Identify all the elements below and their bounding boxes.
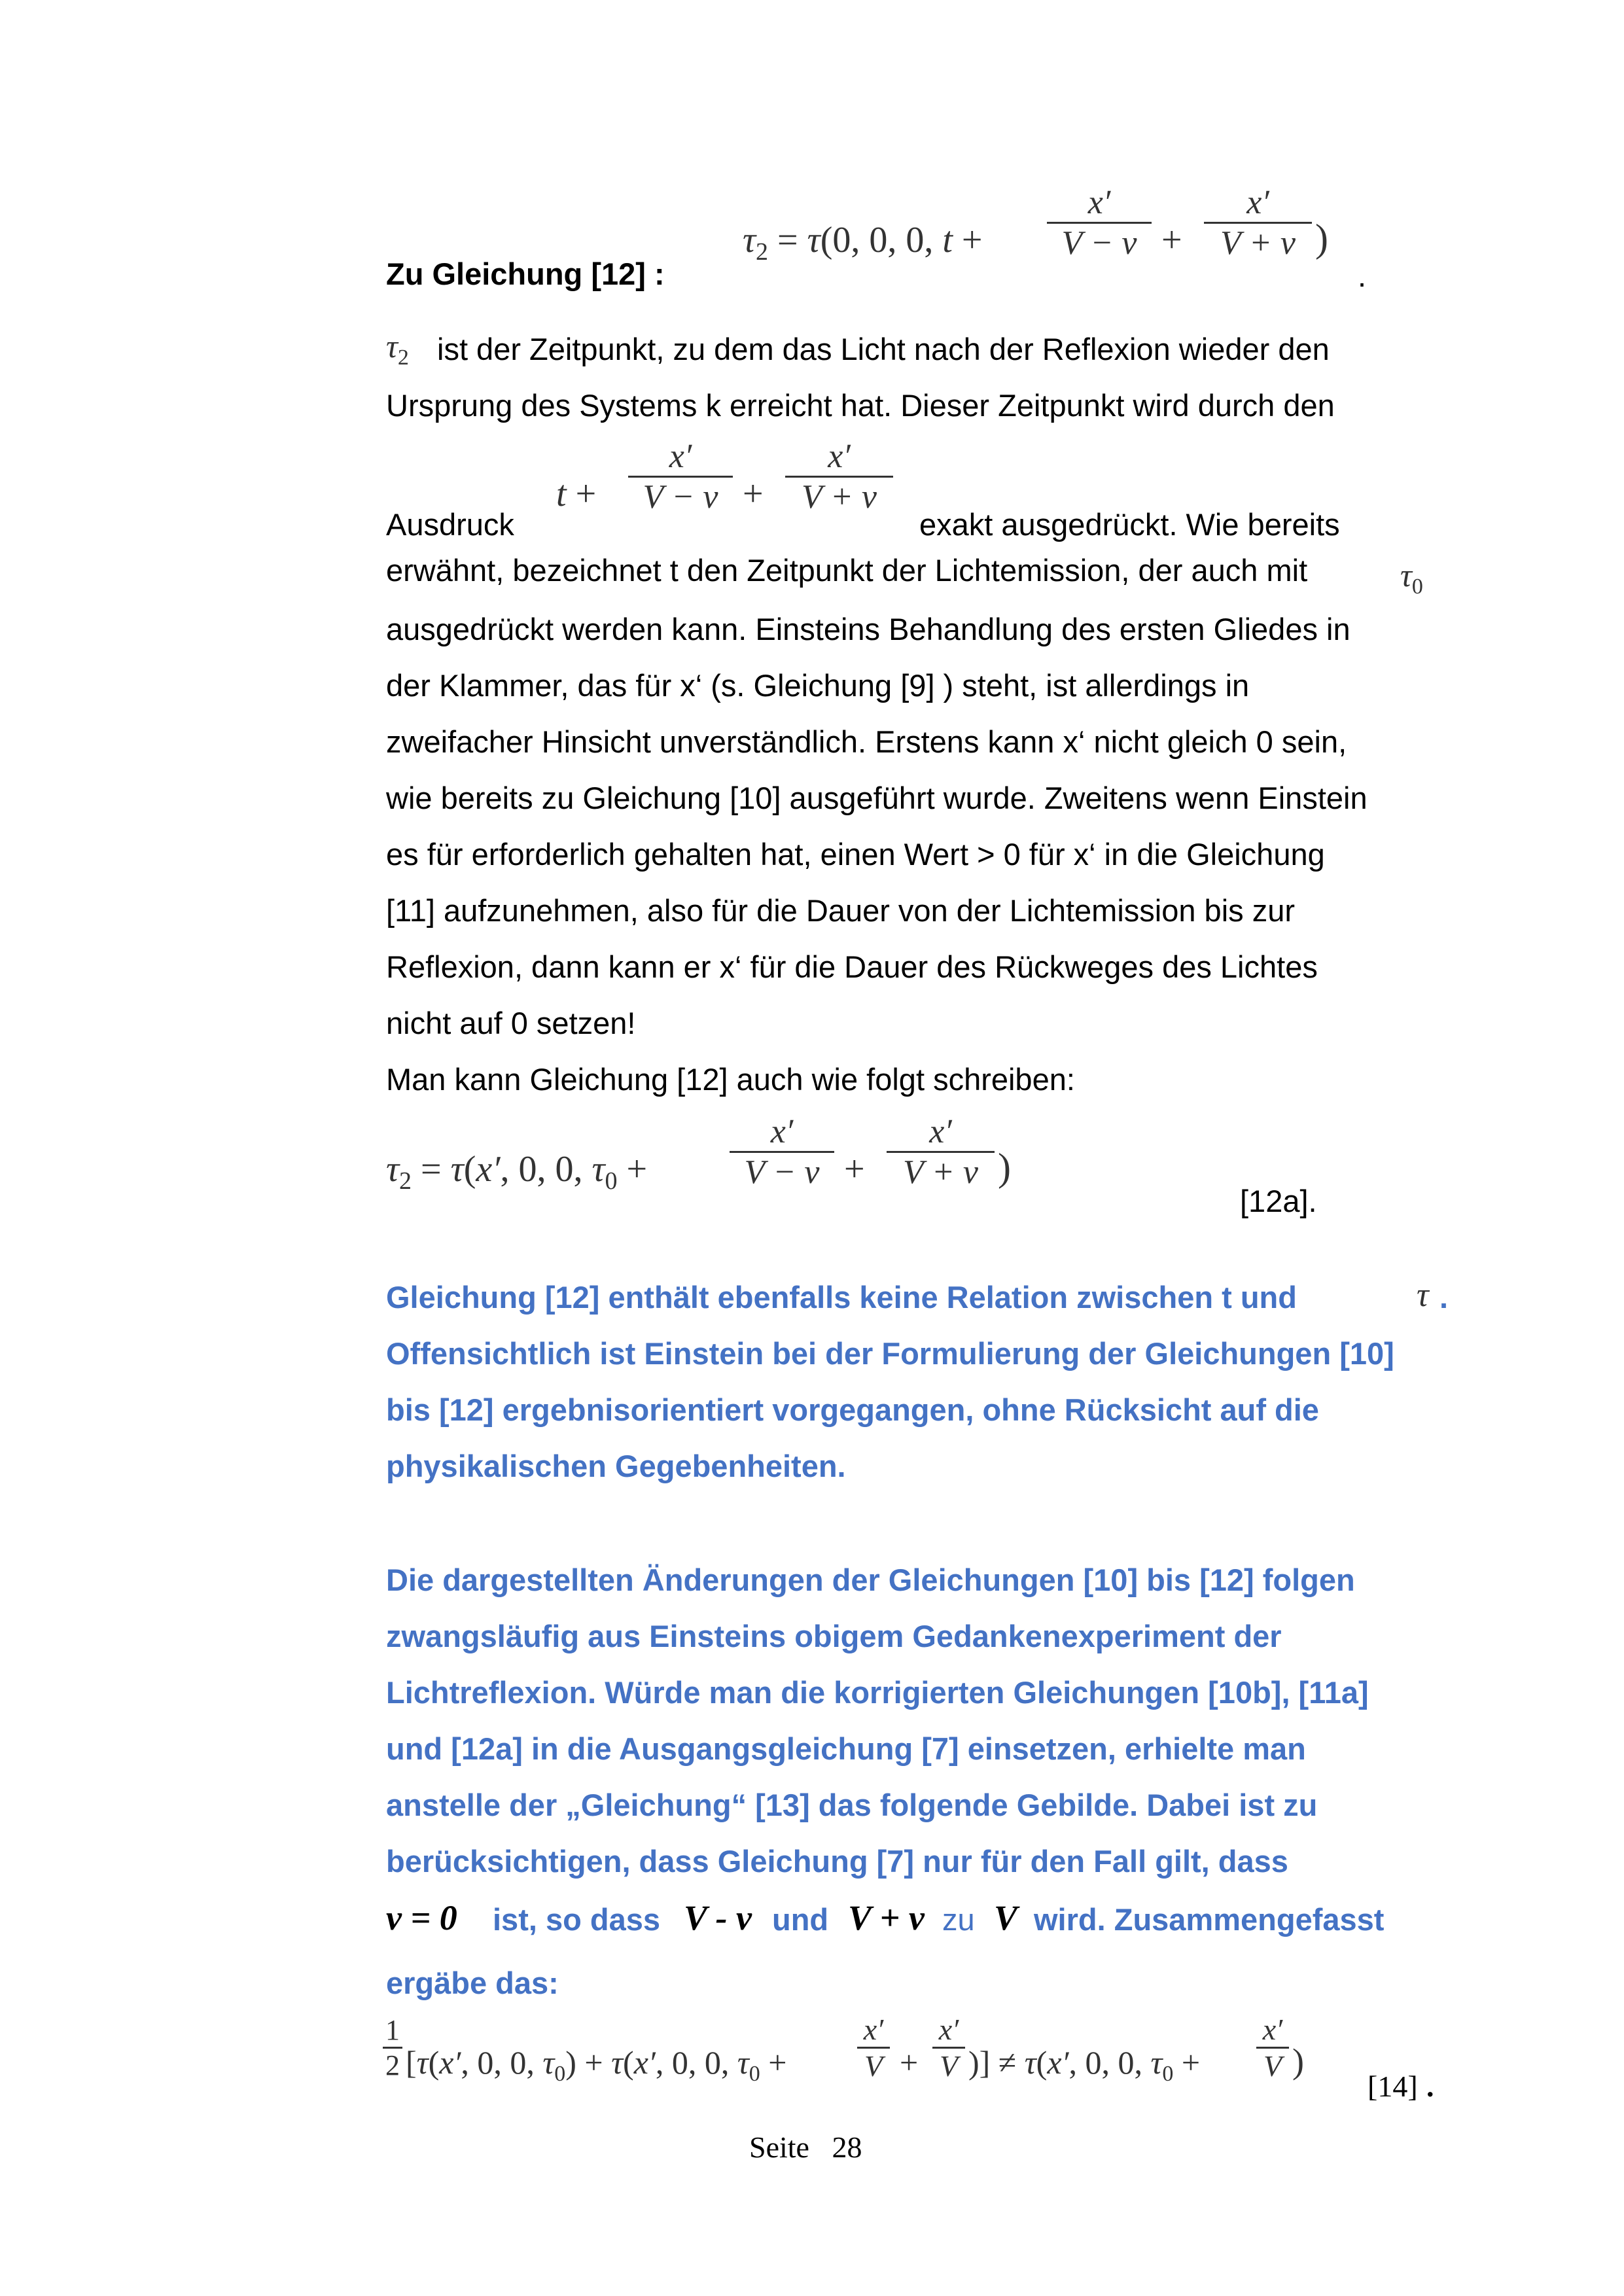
eq14-label: [14]	[1368, 2070, 1418, 2103]
line6-text3: zu	[942, 1902, 975, 1937]
p1-rest-1: der Klammer, das für x‘ (s. Gleichung [9] ) steht, ist allerdings in	[386, 668, 1250, 703]
ausdruck-after: exakt ausgedrückt. Wie bereits	[919, 507, 1340, 542]
eq12-plus: +	[1161, 220, 1182, 260]
tau-symbol: τ	[1417, 1277, 1429, 1314]
eq12a-paren: )	[998, 1146, 1011, 1189]
blue2-line2: Lichtreflexion. Würde man die korrigierten Gleichungen [10b], [11a]	[386, 1675, 1369, 1710]
page-number: Seite 28	[749, 2130, 862, 2164]
equation-12-display	[743, 183, 1358, 288]
p1-rest-8: Man kann Gleichung [12] auch wie folgt schreiben:	[386, 1062, 1075, 1097]
V-minus-v: V - v	[684, 1898, 752, 1937]
line6-text2: und	[772, 1902, 829, 1937]
eq12-lhs: $\tau_2 = \tau(0$, 0, 0, t +	[743, 220, 983, 266]
v-equals-zero: v = 0	[386, 1898, 457, 1937]
eq12a-lhs: $\tau_2 = \tau(x'$, 0, 0, $\tau_0$ +	[386, 1149, 648, 1195]
eq14-paren: )	[1292, 2041, 1304, 2081]
blue2-line0: Die dargestellten Änderungen der Gleichungen [10] bis [12] folgen	[386, 1563, 1355, 1597]
blue2-last: ergäbe das:	[386, 1966, 559, 2000]
blue2-line1: zwangsläufig aus Einsteins obigem Gedankenexperiment der	[386, 1619, 1282, 1653]
blue1-line0: Gleichung [12] enthält ebenfalls keine Relation zwischen t und	[386, 1280, 1297, 1315]
eq14-dot: .	[1426, 2070, 1434, 2103]
blue2-line3: und [12a] in die Ausgangsgleichung [7] einsetzen, erhielte man	[386, 1731, 1306, 1766]
eq14-part2: )] ≠ τ(x′, 0, 0, $\tau_0$ +	[968, 2044, 1201, 2086]
eq12-frac1: x′ V − v	[1047, 183, 1152, 262]
blue2-line4: anstelle der „Gleichung“ [13] das folgende Gebilde. Dabei ist zu	[386, 1788, 1318, 1822]
p1-rest-0: ausgedrückt werden kann. Einsteins Behandlung des ersten Gliedes in	[386, 612, 1350, 646]
ausdruck-formula	[556, 437, 896, 542]
heading-dot: .	[1358, 258, 1367, 293]
ausdruck-t: t +	[556, 474, 597, 514]
p1-rest-6: Reflexion, dann kann er x‘ für die Dauer des Rückweges des Lichtes	[386, 949, 1318, 984]
p1-rest-7: nicht auf 0 setzen!	[386, 1006, 636, 1040]
p1-rest-2: zweifacher Hinsicht unverständlich. Erstens kann x‘ nicht gleich 0 sein,	[386, 724, 1347, 759]
eq12-frac2: x′ V + v	[1204, 183, 1312, 262]
p1-line1: ist der Zeitpunkt, zu dem das Licht nach der Reflexion wieder den	[437, 332, 1330, 366]
blue1-dot: .	[1439, 1280, 1449, 1315]
p1-line-tau0: erwähnt, bezeichnet t den Zeitpunkt der Lichtemission, der auch mit	[386, 553, 1308, 588]
eq12a-frac1: x′ V − v	[730, 1112, 834, 1192]
eq14-frac3: x′ V	[1256, 2012, 1289, 2083]
eq14-frac2: x′ V	[932, 2012, 965, 2083]
tau0-symbol: $\tau_0$	[1400, 557, 1423, 599]
blue2-line5: berücksichtigen, dass Gleichung [7] nur für den Fall gilt, dass	[386, 1844, 1288, 1879]
eq14-part1: [τ(x′, 0, 0, $\tau_0) + \tau(x'$, 0, 0, $\tau_0$ +	[406, 2044, 787, 2086]
blue1-line1: Offensichtlich ist Einstein bei der Formulierung der Gleichungen [10]	[386, 1336, 1394, 1371]
heading-label: Zu Gleichung [12] :	[386, 256, 665, 291]
eq14-frac1: x′ V	[857, 2012, 890, 2083]
line6-text4: wird. Zusammengefasst	[1034, 1902, 1385, 1937]
eq12-paren: )	[1315, 217, 1328, 260]
ausdruck-frac1: x′ V − v	[628, 437, 733, 516]
p1-rest-4: es für erforderlich gehalten hat, einen Wert > 0 für x‘ in die Gleichung	[386, 837, 1325, 872]
eq12a-plus: +	[844, 1149, 865, 1190]
eq14-half: 1 2	[383, 2013, 402, 2082]
p1-line2: Ursprung des Systems k erreicht hat. Dieser Zeitpunkt wird durch den	[386, 388, 1335, 423]
equation-14-display	[383, 2012, 1312, 2110]
p1-rest-5: [11] aufzunehmen, also für die Dauer von der Lichtemission bis zur	[386, 893, 1295, 928]
tau2-symbol: $\tau_2$	[386, 328, 409, 370]
line6-text1: ist, so dass	[493, 1902, 660, 1937]
equation-12a-display	[386, 1112, 1040, 1217]
eq14-plus: +	[900, 2044, 919, 2081]
eq12a-frac2: x′ V + v	[887, 1112, 995, 1192]
ausdruck-plus: +	[743, 474, 764, 514]
eq12a-label: [12a].	[1240, 1184, 1317, 1218]
ausdruck-frac2: x′ V + v	[785, 437, 893, 516]
ausdruck-label: Ausdruck	[386, 507, 514, 542]
blue1-line3: physikalischen Gegebenheiten.	[386, 1449, 846, 1483]
V-plus-v: V + v	[848, 1898, 925, 1937]
blue1-line2: bis [12] ergebnisorientiert vorgegangen, ohne Rücksicht auf die	[386, 1392, 1319, 1427]
V-symbol: V	[994, 1898, 1018, 1937]
p1-rest-3: wie bereits zu Gleichung [10] ausgeführt wurde. Zweitens wenn Einstein	[386, 781, 1368, 815]
